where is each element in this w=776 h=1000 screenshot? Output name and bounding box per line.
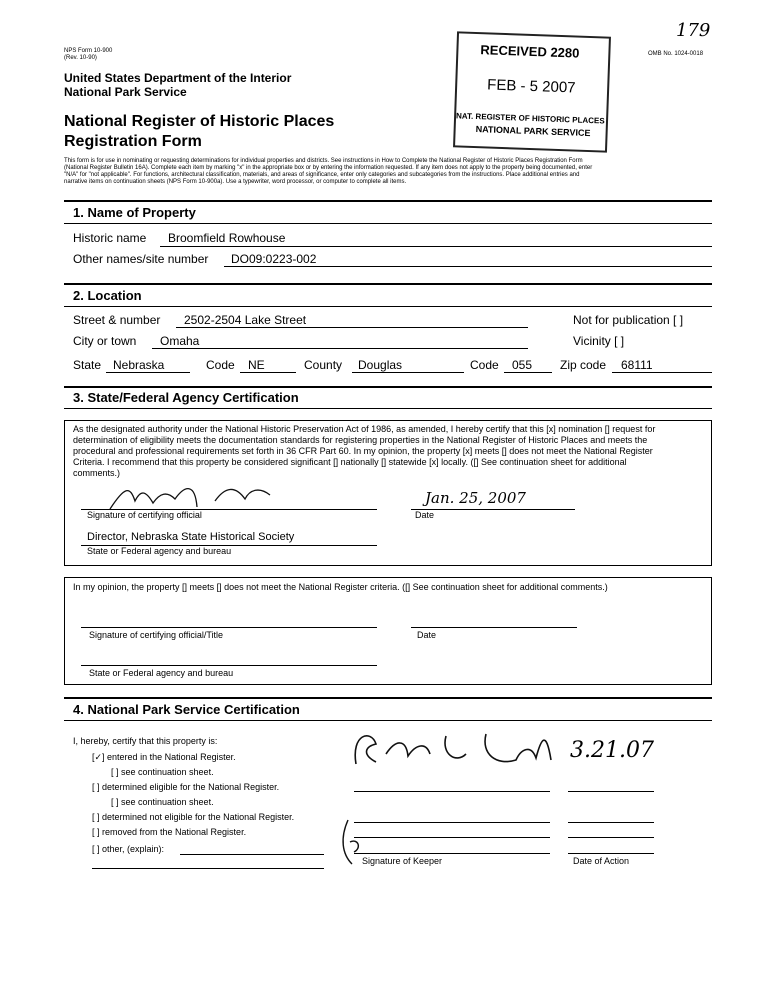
other-names-label: Other names/site number [73,252,209,266]
city-value[interactable]: Omaha [160,334,200,348]
signature-label: Signature of certifying official [87,510,202,520]
state-label: State [73,358,102,372]
zip-label: Zip code [560,358,607,372]
section-rule [64,306,712,307]
vicinity-checkbox[interactable]: Vicinity [ ] [573,334,625,348]
historic-name-value[interactable]: Broomfield Rowhouse [168,231,286,245]
entered-checkbox[interactable]: [✓] entered in the National Register. [92,752,236,762]
county-value[interactable]: Douglas [358,358,403,372]
section-3-heading: 3. State/Federal Agency Certification [73,390,299,405]
page-number: 179 [676,20,711,41]
continuation-checkbox[interactable]: [ ] see continuation sheet. [111,797,214,807]
section-rule [64,386,712,388]
received-stamp: RECEIVED 2280 FEB - 5 2007 NAT. REGISTER OF HISTORIC PLACES NATIONAL PARK SERVICE [453,31,611,152]
section-2-heading: 2. Location [73,288,142,303]
form-number: NPS Form 10-900 [64,48,113,54]
state-value[interactable]: Nebraska [113,358,165,372]
not-eligible-checkbox[interactable]: [ ] determined not eligible for the National Register. [92,812,295,822]
state-certification-box [64,420,712,566]
street-value[interactable]: 2502-2504 Lake Street [184,313,307,327]
department-line: United States Department of the Interior [64,71,292,85]
opinion-box [64,577,712,685]
continuation-checkbox[interactable]: [ ] see continuation sheet. [111,767,214,777]
form-subtitle: Registration Form [64,133,202,150]
signature-of-keeper-label: Signature of Keeper [362,856,443,866]
city-label: City or town [73,334,137,348]
form-revision: (Rev. 10-90) [64,55,97,61]
section-rule [64,408,712,409]
agency-label: State or Federal agency and bureau [87,546,232,556]
agency-label: State or Federal agency and bureau [89,668,234,678]
not-for-publication-checkbox[interactable]: Not for publication [ ] [573,313,684,327]
keeper-signature-drawing [346,724,566,774]
section-rule [64,223,712,224]
street-label: Street & number [73,313,161,327]
nps-intro: I, hereby, certify that this property is: [73,736,218,746]
opinion-text: In my opinion, the property [] meets [] does not meet the National Register criteria. ([] See continuation sheet for additional comments.) [73,582,608,592]
other-checkbox[interactable]: [ ] other, (explain): [92,844,165,854]
historic-name-label: Historic name [73,231,147,245]
county-code-label: Code [470,358,499,372]
zip-value[interactable]: 68111 [621,358,653,372]
agency-line: National Park Service [64,85,187,99]
section-rule [64,720,712,721]
omb-number: OMB No. 1024-0018 [648,51,704,57]
section-rule [64,283,712,285]
other-names-value[interactable]: DO09:0223-002 [231,252,317,266]
section-4-heading: 4. National Park Service Certification [73,702,300,717]
date-label: Date [417,630,437,640]
county-label: County [304,358,343,372]
section-rule [64,200,712,202]
determined-eligible-checkbox[interactable]: [ ] determined eligible for the National Register. [92,782,280,792]
section-1-heading: 1. Name of Property [73,205,196,220]
instructions: This form is for use in nominating or requesting determinations for individual properties and districts. See instructions in How to Complete the National Register of Historic Places Registration Form (National Register Bulletin 16A). Complete each item by marking "x" in the appropriate box or by entering the information requested. If any item does not apply to the property being documented, enter "N/A" for "not applicable". For functions, architectural classification, materials, and areas of significance, enter only categories and subcategories from the instructions. Place additional entries and narrative items on continuation sheets (NPS Form 10-900a). Use a typewriter, word processor, or computer to complete all items. [64,158,593,185]
removed-checkbox[interactable]: [ ] removed from the National Register. [92,827,247,837]
state-code-label: Code [206,358,235,372]
state-code-value[interactable]: NE [248,358,265,372]
agency-value: Director, Nebraska State Historical Society [87,531,295,543]
certification-text: As the designated authority under the National Historic Preservation Act of 1986, as amended, I hereby certify that this [x] nomination [] request for determination of eligibility meets the documentation standards for registering properties in the National Register of Historic Places and meets the procedural and professional requirements set forth in 36 CFR Part 60. In my opinion, the property [x] meets [] does not meet the National Register Criteria. I recommend that this property be considered significant [] nationally [] statewide [x] locally. ([] See continuation sheet for additional comments.) [73,424,656,478]
date-label: Date [415,510,435,520]
signature-title-label: Signature of certifying official/Title [89,630,224,640]
section-rule [64,697,712,699]
date-of-action-label: Date of Action [573,856,630,866]
county-code-value[interactable]: 055 [512,358,533,372]
form-title: National Register of Historic Places [64,113,335,130]
certification-date-value: Jan. 25, 2007 [425,489,526,507]
keeper-date-value: 3.21.07 [570,738,654,763]
